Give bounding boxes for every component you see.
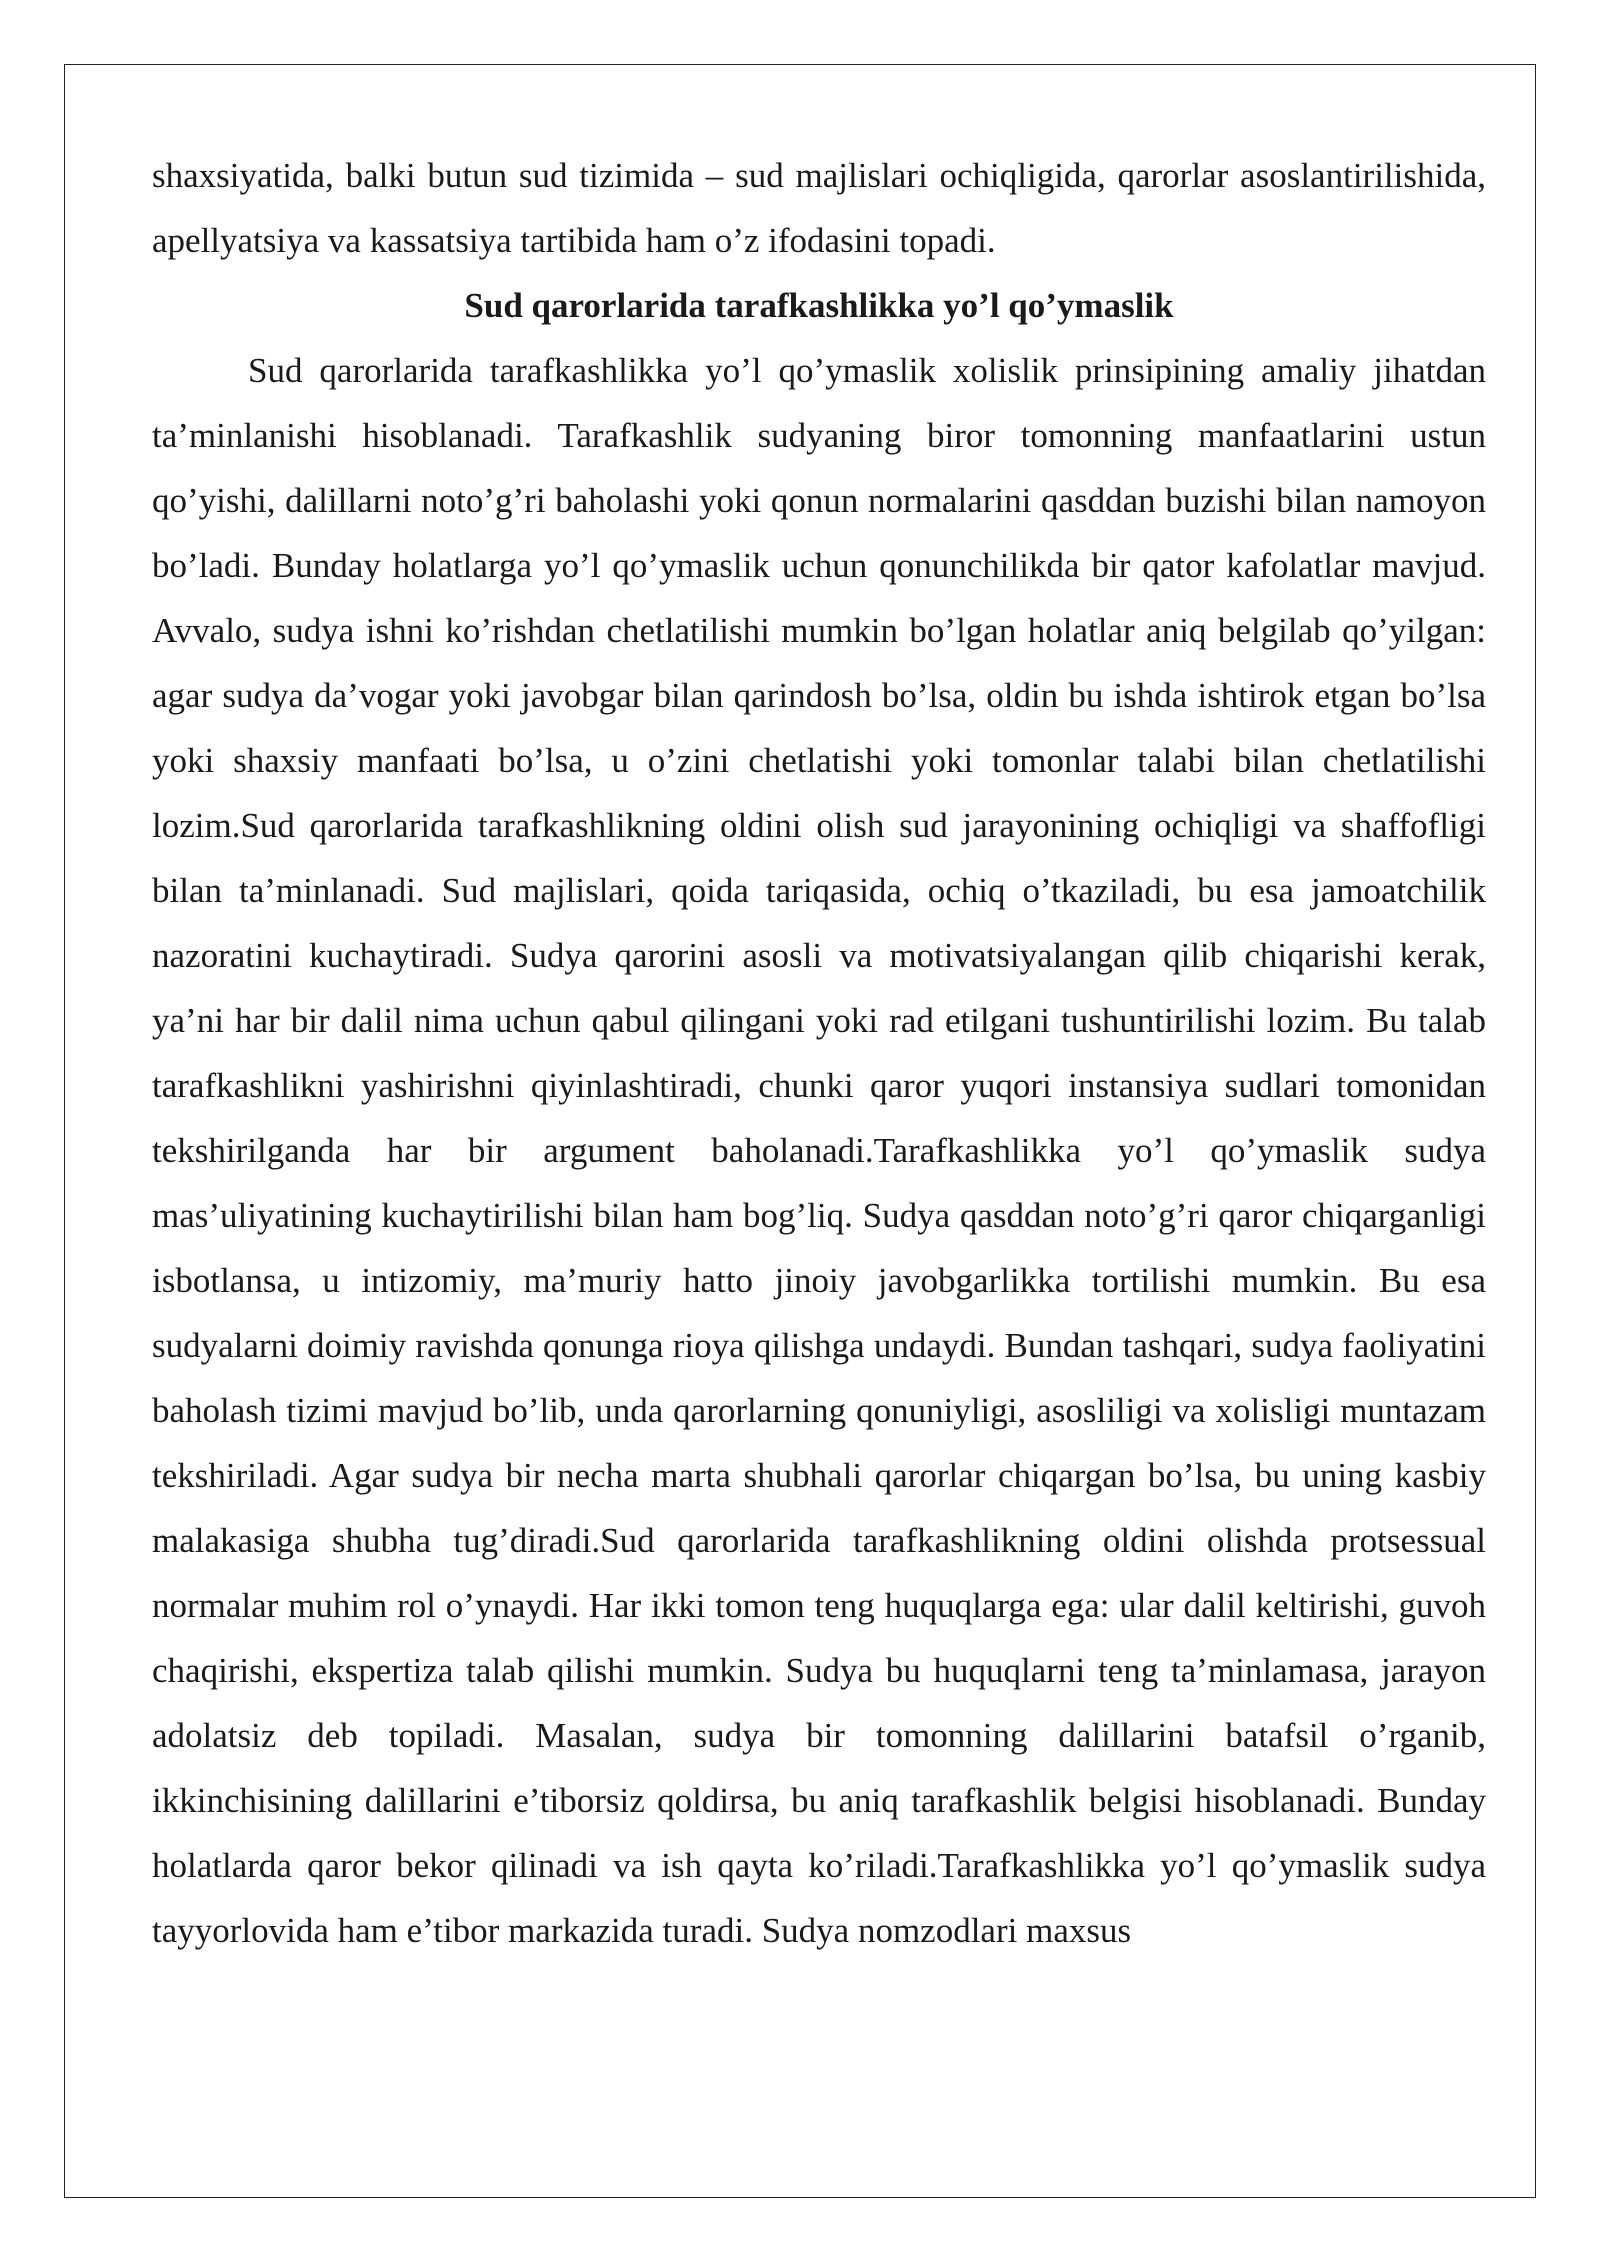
section-heading: Sud qarorlarida tarafkashlikka yo’l qo’ymaslik <box>464 286 1174 325</box>
intro-paragraph: shaxsiyatida, balki butun sud tizimida – sud majlislari ochiqligida, qarorlar asoslantirilishida, apellyatsiya va kassatsiya tartibida ham o’z ifodasini topadi. <box>152 156 1486 260</box>
document-body <box>152 143 1486 1963</box>
body-paragraph: Sud qarorlarida tarafkashlikka yo’l qo’ymaslik xolislik prinsipining amaliy jihatdan ta’minlanishi hisoblanadi. Tarafkashlik sudyaning biror tomonning manfaatlarini ustun qo’yishi, dalillarni noto’g’ri baholashi yoki qonun normalarini qasddan buzishi bilan namoyon bo’ladi. Bunday holatlarga yo’l qo’ymaslik uchun qonunchilikda bir qator kafolatlar mavjud. Avvalo, sudya ishni ko’rishdan chetlatilishi mumkin bo’lgan holatlar aniq belgilab qo’yilgan: agar sudya da’vogar yoki javobgar bilan qarindosh bo’lsa, oldin bu ishda ishtirok etgan bo’lsa yoki shaxsiy manfaati bo’lsa, u o’zini chetlatishi yoki tomonlar talabi bilan chetlatilishi lozim.Sud qarorlarida tarafkashlikning oldini olish sud jarayonining ochiqligi va shaffofligi bilan ta’minlanadi. Sud majlislari, qoida tariqasida, ochiq o’tkaziladi, bu esa jamoatchilik nazoratini kuchaytiradi. Sudya qarorini asosli va motivatsiyalangan qilib chiqarishi kerak, ya’ni har bir dalil nima uchun qabul qilingani yoki rad etilgani tushuntirilishi lozim. Bu talab tarafkashlikni yashirishni qiyinlashtiradi, chunki qaror yuqori instansiya sudlari tomonidan tekshirilganda har bir argument baholanadi.Tarafkashlikka yo’l qo’ymaslik sudya mas’uliyatining kuchaytirilishi bilan ham bog’liq. Sudya qasddan noto’g’ri qaror chiqarganligi isbotlansa, u intizomiy, ma’muriy hatto jinoiy javobgarlikka tortilishi mumkin. Bu esa sudyalarni doimiy ravishda qonunga rioya qilishga undaydi. Bundan tashqari, sudya faoliyatini baholash tizimi mavjud bo’lib, unda qarorlarning qonuniyligi, asosliligi va xolisligi muntazam tekshiriladi. Agar sudya bir necha marta shubhali qarorlar chiqargan bo’lsa, bu uning kasbiy malakasiga shubha tug’diradi.Sud qarorlarida tarafkashlikning oldini olishda protsessual normalar muhim rol o’ynaydi. Har ikki tomon teng huquqlarga ega: ular dalil keltirishi, guvoh chaqirishi, ekspertiza talab qilishi mumkin. Sudya bu huquqlarni teng ta’minlamasa, jarayon adolatsiz deb topiladi. Masalan, sudya bir tomonning dalillarini batafsil o’rganib, ikkinchisining dalillarini e’tiborsiz qoldirsa, bu aniq tarafkashlik belgisi hisoblanadi. Bunday holatlarda qaror bekor qilinadi va ish qayta ko’riladi.Tarafkashlikka yo’l qo’ymaslik sudya tayyorlovida ham e’tibor markazida turadi. Sudya nomzodlari maxsus <box>152 351 1486 1950</box>
